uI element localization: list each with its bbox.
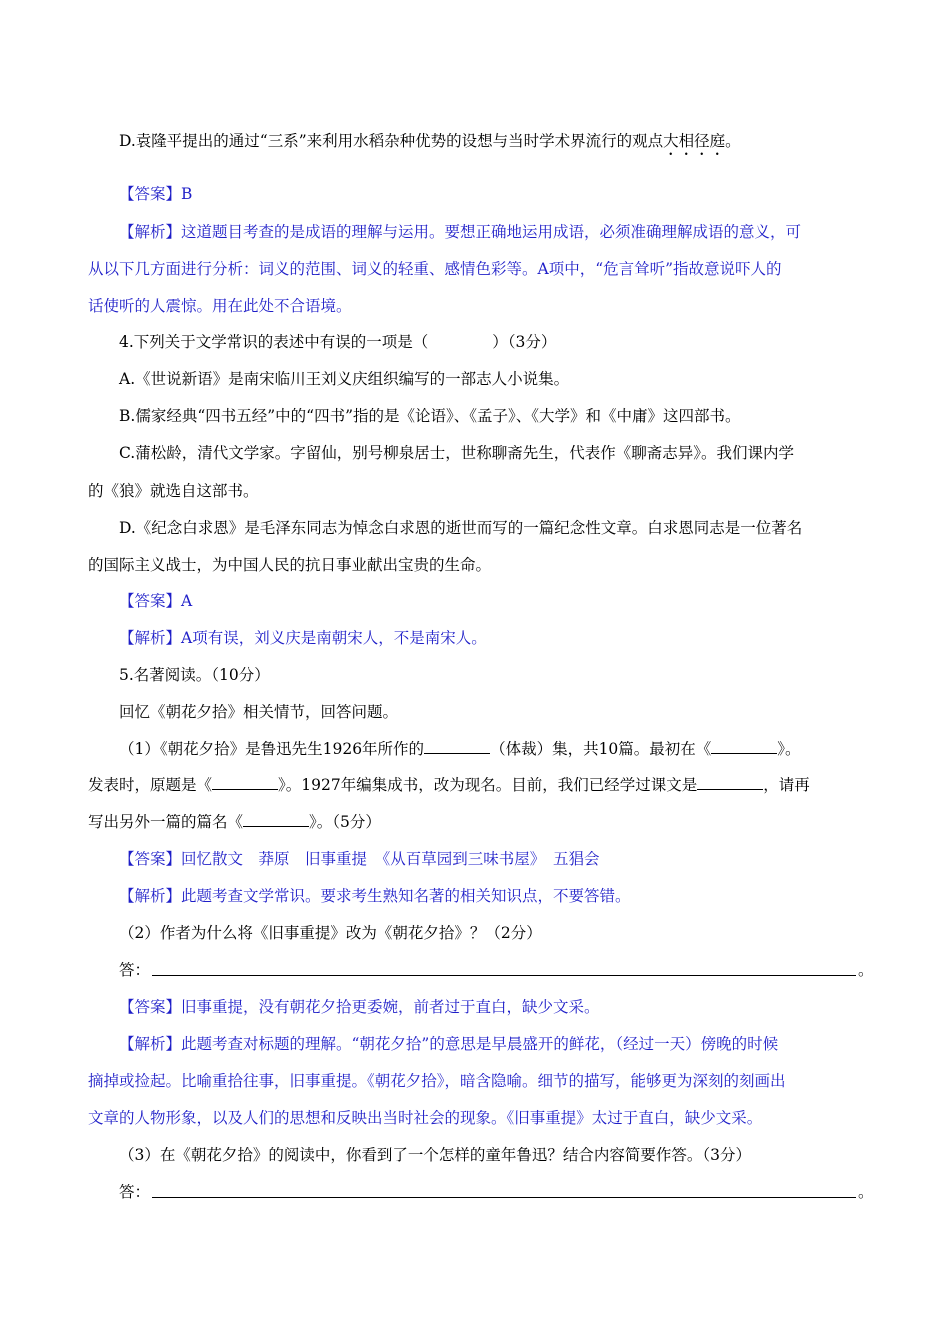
q3-option-d-text: D.袁隆平提出的通过“三系”来利用水稻杂种优势的设想与当时学术界流行的观点 bbox=[119, 132, 664, 150]
q5-sub3-stem: （3）在《朝花夕拾》的阅读中，你看到了一个怎样的童年鲁迅？结合内容简要作答。（3分） bbox=[119, 1146, 751, 1164]
q4-option-c-line1: C.蒲松龄，清代文学家。字留仙，别号柳泉居士，世称聊斋先生，代表作《聊斋志异》。我们课内学 bbox=[119, 444, 794, 462]
q3-analysis-line3: 话使听的人震惊。用在此处不合语境。 bbox=[88, 297, 352, 315]
q4-stem-pre: 4.下列关于文学常识的表述中有误的一项是（ bbox=[119, 333, 429, 351]
q5-intro: 回忆《朝花夕拾》相关情节，回答问题。 bbox=[119, 703, 399, 721]
q5-sub2-answer: 【答案】旧事重提，没有朝花夕拾更委婉，前者过于直白，缺少文采。 bbox=[119, 998, 600, 1016]
q4-stem bbox=[119, 332, 556, 352]
q3-analysis-line1: 【解析】这道题目考查的是成语的理解与运用。要想正确地运用成语，必须准确理解成语的意义，可 bbox=[119, 223, 802, 241]
q5-sub2-answer-line[interactable] bbox=[152, 975, 856, 976]
q5-sub1-line1 bbox=[119, 739, 801, 759]
q5-sub1-line2 bbox=[88, 775, 810, 795]
q3-option-d-end: 。 bbox=[725, 132, 741, 150]
q5-sub2-line-end: 。 bbox=[858, 961, 874, 979]
q5-sub1-line2-b: 》。1927年编集成书，改为现名。目前，我们已经学过课文是 bbox=[278, 776, 698, 794]
q5-sub1-blank-original-title[interactable] bbox=[212, 775, 278, 790]
q4-option-a: A.《世说新语》是南宋临川王刘义庆组织编写的一部志人小说集。 bbox=[119, 370, 570, 388]
q5-sub2-analysis-line3: 文章的人物形象，以及人们的思想和反映出当时社会的现象。《旧事重提》太过于直白，缺少文采。 bbox=[88, 1109, 763, 1127]
q5-sub1-line1-a: （1）《朝花夕拾》是鲁迅先生1926年所作的 bbox=[119, 740, 425, 758]
q3-answer: 【答案】B bbox=[119, 185, 193, 203]
q5-sub1-line1-b: （体裁）集，共10篇。最初在《 bbox=[490, 740, 712, 758]
q5-sub1-blank-learned-text[interactable] bbox=[697, 775, 763, 790]
q3-analysis-line2: 从以下几方面进行分析：词义的范围、词义的轻重、感情色彩等。A项中，“危言耸听”指故意说吓人的 bbox=[88, 260, 782, 278]
q5-sub1-line3-a: 写出另外一篇的篇名《 bbox=[88, 813, 244, 831]
q4-stem-post: ）（3分） bbox=[492, 333, 557, 351]
q5-sub3-answer-line[interactable] bbox=[152, 1197, 856, 1198]
q5-sub1-line2-c: ，请再 bbox=[763, 776, 810, 794]
q5-sub1-line3-b: 》。（5分） bbox=[309, 813, 381, 831]
q4-option-d-line2: 的国际主义战士，为中国人民的抗日事业献出宝贵的生命。 bbox=[88, 556, 492, 574]
q4-answer: 【答案】A bbox=[119, 592, 193, 610]
q5-sub1-blank-journal[interactable] bbox=[711, 739, 777, 754]
q3-option-d-emphasis: 大相径庭 bbox=[663, 132, 726, 150]
q5-sub1-blank-genre[interactable] bbox=[424, 739, 490, 754]
q4-analysis: 【解析】A项有误，刘义庆是南朝宋人，不是南宋人。 bbox=[119, 629, 487, 647]
q5-sub2-stem: （2）作者为什么将《旧事重提》改为《朝花夕拾》？（2分） bbox=[119, 924, 542, 942]
q5-sub1-line1-c: 》。 bbox=[777, 740, 801, 758]
q5-sub2-analysis-line2: 摘掉或捡起。比喻重拾往事，旧事重提。《朝花夕拾》，暗含隐喻。细节的描写，能够更为深刻的刻画出 bbox=[88, 1072, 786, 1090]
q5-sub1-analysis: 【解析】此题考查文学常识。要求考生熟知名著的相关知识点，不要答错。 bbox=[119, 887, 631, 905]
q3-option-d bbox=[119, 131, 741, 159]
q4-option-b: B.儒家经典“四书五经”中的“四书”指的是《论语》、《孟子》、《大学》和《中庸》这四部书。 bbox=[119, 407, 741, 425]
q5-sub2-analysis-line1: 【解析】此题考查对标题的理解。“朝花夕拾”的意思是早晨盛开的鲜花，（经过一天）傍晚的时候 bbox=[119, 1035, 779, 1053]
q5-stem: 5.名著阅读。（10分） bbox=[119, 666, 270, 684]
q5-sub3-answer-prefix: 答： bbox=[119, 1183, 151, 1201]
q5-sub1-line3 bbox=[88, 812, 381, 832]
q5-sub1-blank-other-title[interactable] bbox=[243, 812, 309, 827]
q5-sub3-line-end: 。 bbox=[858, 1183, 874, 1201]
q5-sub1-line2-a: 发表时，原题是《 bbox=[88, 776, 213, 794]
q5-sub2-answer-prefix: 答： bbox=[119, 961, 151, 979]
q4-option-c-line2: 的《狼》就选自这部书。 bbox=[88, 482, 259, 500]
q4-option-d-line1: D.《纪念白求恩》是毛泽东同志为悼念白求恩的逝世而写的一篇纪念性文章。白求恩同志是一位著名 bbox=[119, 519, 803, 537]
q5-sub1-answer: 【答案】回忆散文 莽原 旧事重提 《从百草园到三味书屋》 五猖会 bbox=[119, 850, 600, 868]
